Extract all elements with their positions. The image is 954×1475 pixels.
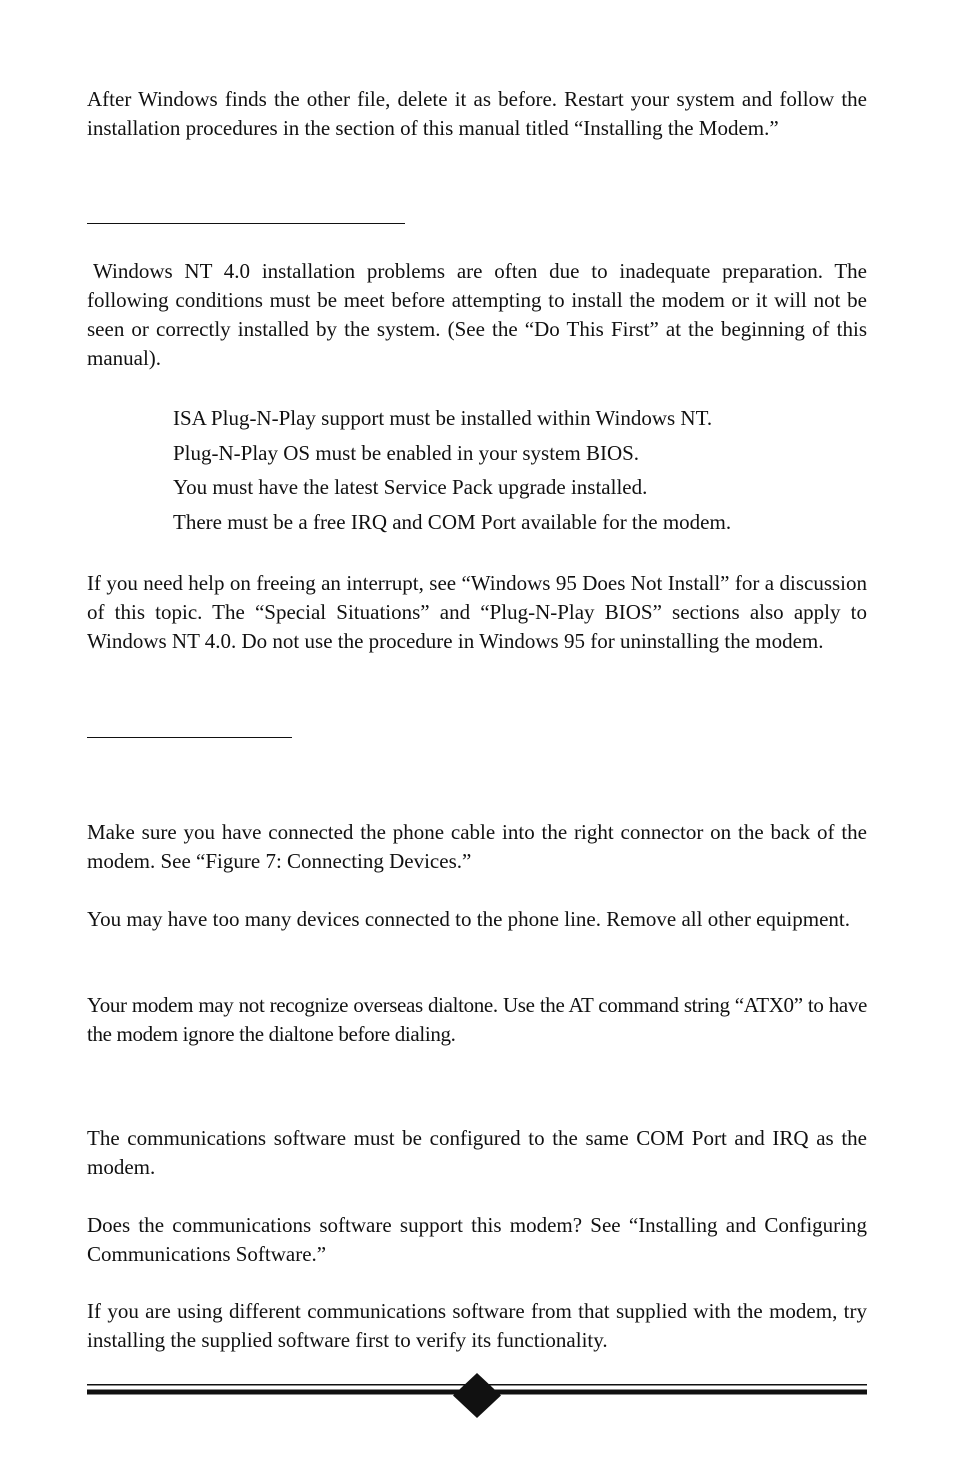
paragraph-restart-system: After Windows finds the other file, delete it as before. Restart your system and follow the installation procedures in the section of this manual titled “Installing the Modem.” — [87, 87, 867, 140]
requirements-list — [173, 404, 731, 542]
list-item: You must have the latest Service Pack upgrade installed. — [173, 475, 648, 499]
section-rule-dialtone — [87, 737, 292, 738]
list-item: Plug-N-Play OS must be enabled in your system BIOS. — [173, 440, 640, 465]
paragraph-freeing-interrupt: If you need help on freeing an interrupt, see “Windows 95 Does Not Install” for a discussion of this topic. The “Special Situations” and “Plug-N-Play BIOS” sections also apply to Windows NT 4.0. Do not use the procedure in Windows 95 for uninstalling the modem. — [87, 571, 867, 653]
paragraph-overseas-dialtone: Your modem may not recognize overseas dialtone. Use the AT command string “ATX0” to have the modem ignore the dialtone before dialing. — [87, 993, 867, 1046]
diamond-ornament-icon — [453, 1373, 501, 1418]
list-item: There must be a free IRQ and COM Port available for the modem. — [173, 509, 732, 534]
list-item: ISA Plug-N-Play support must be installed within Windows NT. — [173, 406, 713, 430]
section-rule-nt — [87, 223, 405, 224]
paragraph-phone-cable: Make sure you have connected the phone cable into the right connector on the back of the modem. See “Figure 7: Connecting Devices.” — [87, 820, 867, 873]
footer-ornament-rule — [87, 1370, 867, 1420]
paragraph-software-support: Does the communications software support this modem? See “Installing and Configuring Communications Software.” — [87, 1213, 867, 1266]
paragraph-nt-preparation: Windows NT 4.0 installation problems are often due to inadequate preparation. The following conditions must be meet before attempting to install the modem or it will not be seen or correctly installed by the system. (See the “Do This First” at the beginning of this manual). — [87, 259, 867, 370]
paragraph-com-port-config: The communications software must be configured to the same COM Port and IRQ as the modem. — [87, 1126, 867, 1179]
paragraph-supplied-software: If you are using different communications software from that supplied with the modem, try installing the supplied software first to verify its functionality. — [87, 1299, 867, 1352]
paragraph-too-many-devices: You may have too many devices connected to the phone line. Remove all other equipment. — [87, 907, 851, 931]
